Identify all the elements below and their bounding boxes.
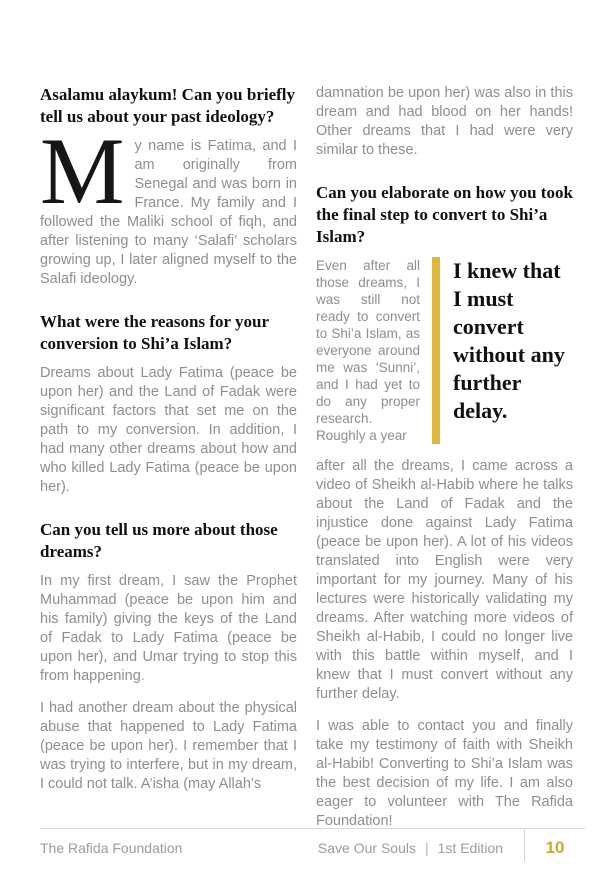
footer-edition: 1st Edition (437, 840, 503, 856)
answer-paragraph-5-body: after all the dreams, I came across a video of Sheikh al-Habib where he talks about the Land of Fadak and the injustice done against Lady Fatima (peace be upon her). A lot of his videos translated into English were very important for my journey. Many of his lectures were historically validating my dreams. After watching more videos of Sheikh al-Habib, I could no longer live with this battle within myself, and I knew that I must convert without any further delay. (316, 458, 573, 702)
question-heading-4: Can you elaborate on how you took the final step to convert to Shi’a Islam? (316, 183, 573, 246)
footer-publisher: The Rafida Foundation (40, 840, 183, 856)
right-column (316, 84, 573, 844)
left-column (40, 84, 297, 844)
footer-publication-info (318, 840, 503, 856)
footer-publication-name: Save Our Souls (317, 840, 416, 856)
article-columns (40, 84, 573, 844)
question-heading-2: What were the reasons for your conversion to Shi’a Islam? (40, 312, 269, 353)
answer-paragraph-2: Dreams about Lady Fatima (peace be upon her) and the Land of Fadak were significant factors that set me on the path to my conversion. In addition, I had many other dreams about how and who killed Lady Fatima (peace be upon her). (40, 365, 297, 495)
pull-quote-accent-bar (432, 257, 440, 444)
answer-paragraph-1-text: y name is Fatima, and I am originally from Senegal and was born in France. My family and I followed the Maliki school of fiqh, and after listening to many ‘Salafi’ scholars growing up, I later aligned myself to the Salafi ideology. (40, 138, 297, 287)
page-footer (40, 828, 585, 867)
footer-separator: | (424, 840, 429, 856)
answer-paragraph-4-continued: damnation be upon her) was also in this dream and had blood on her hands! Other dreams that I had were very similar to these. (316, 85, 573, 158)
answer-paragraph-4: I had another dream about the physical abuse that happened to Lady Fatima (peace be upon her). I remember that I was trying to interfere, but in my dream, I could not talk. A’isha (may Allah’s (40, 700, 297, 792)
answer-paragraph-6: I was able to contact you and finally take my testimony of faith with Sheikh al-Habib! Converting to Shi’a Islam was the best decision of my life. I am also eager to volunteer with The Rafida Foundation! (316, 718, 573, 829)
pull-quote-block (316, 257, 573, 444)
answer-paragraph-1 (40, 118, 297, 289)
page-number: 10 (545, 838, 565, 857)
answer-paragraph-3: In my first dream, I saw the Prophet Muhammad (peace be upon him and his family) giving the keys of the Land of Fadak to Lady Fatima (peace be upon her), and Umar trying to stop this from happening. (40, 573, 297, 684)
question-heading-1: Asalamu alaykum! Can you briefly tell us about your past ideology? (40, 85, 296, 126)
answer-paragraph-5-lead: Even after all those dreams, I was still not ready to convert to Shi’a Islam, as everyone around me was ‘Sunni’, and I had yet to do any proper research. Roughly a year (316, 258, 420, 443)
question-heading-3: Can you tell us more about those dreams? (40, 520, 278, 561)
pull-quote-text: I knew that I must convert without any further delay. (453, 258, 565, 423)
drop-cap-letter: M (40, 118, 125, 224)
